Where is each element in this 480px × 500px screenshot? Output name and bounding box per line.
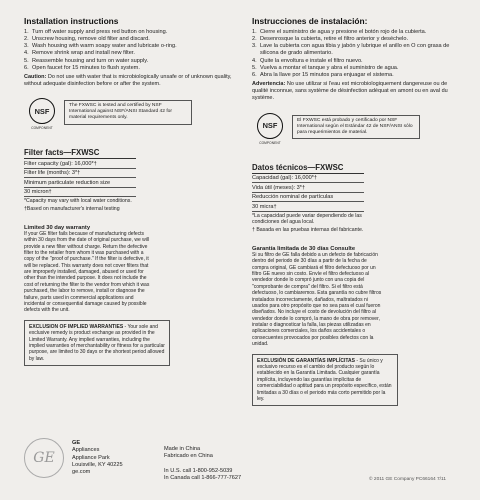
spanish-column (252, 16, 460, 406)
filter-fact-row: Reducción nominal de partículas (252, 193, 364, 203)
copyright: © 2011 GE Company PC66164 7/11 (369, 477, 446, 482)
step-item: 5. Vuelva a montar el tanque y abra el suministro de agua. (252, 64, 399, 71)
warranty-text-es: Si su filtro de GE falla debido a un defecto de fabricación dentro del periodo de 30 días a partir de la fecha de compra original, GE cambiará el filtro defectuoso por un filtro GE nuevo sin costo. Envíe el filtro defectuoso al vendedor donde lo compró junto con una copia del "comprobante de compra" del filtro. Si el filtro está defectuoso, lo cambiaremos. Esta garantía no cubre filtros instalados incorrectamente, dañados, maltratados ni usados para otro propósito que no sea para el cual fueron diseñados. No incluye el costo de devolución del filtro al vendedor donde lo compró, la mano de obra por remover, instalar o diagnosticar la falla, las piezas utilizadas en aplicaciones comerciales, los daños accidentales o consecuentes provocados por posibles defectos con la unidad. (252, 251, 382, 348)
step-item: 6. Open faucet for 15 minutes to flush system. (24, 64, 140, 71)
implied-warranty-exclusion: EXCLUSION OF IMPLIED WARRANTIES - Your sole and exclusive remedy is product exchange as provided in the Limited Warranty. Any implied warranties, including the implied warranties of merchantability or fitness for a particular purpose, are limited to 30 days or the shortest period allowed by law. (24, 320, 170, 366)
filter-facts-note: *La capacidad puede variar dependiendo de las condiciones del agua local. (252, 212, 362, 226)
installation-steps-es (252, 29, 460, 79)
filter-fact-row: 30 micron† (24, 188, 136, 198)
filter-facts-note: *Capacity may vary with local water conditions. (24, 198, 132, 205)
made-in: Made in China Fabricado en China (164, 446, 213, 460)
footer (24, 436, 456, 486)
step-item: 3. Wash housing with warm soapy water and lubricate o-ring. (24, 43, 177, 50)
filter-fact-row: 30 micra† (252, 202, 364, 212)
nsf-caption: COMPONENT (31, 126, 53, 131)
filter-facts-title: Filter facts—FXWSC (24, 148, 136, 159)
filter-fact-row: Filter capacity (gal): 16,000*† (24, 159, 136, 169)
step-item: 4. Quite la envoltura e instale el filtro nuevo. (252, 57, 363, 64)
step-item: 1. Cierre el suministro de agua y presione el botón rojo de la cubierta. (252, 29, 427, 35)
filter-fact-row: Minimum particulate reduction size (24, 178, 136, 188)
caution-text-es: Advertencia: No use utilizar si l'eau est microbiologiquement dangereuse ou de qualité inconnue, sans système de désinfection adéquat en amont ou en aval du système. (252, 81, 448, 102)
installation-title: Installation instructions (24, 16, 119, 26)
step-item: 2. Unscrew housing, remove old filter and discard. (24, 36, 150, 43)
nsf-logo-icon: NSF (29, 98, 55, 124)
warranty-title: Limited 30 day warranty (24, 224, 91, 231)
installation-title-es: Instrucciones de instalación: (252, 16, 368, 26)
english-column (24, 16, 232, 366)
nsf-logo-icon: NSF (257, 113, 283, 139)
filter-facts-note: † Basada en las pruebas internas del fabricante. (252, 227, 364, 234)
nsf-statement: The FXWSC is tested and certified by NSF International against NSF/ANSI Standard 42 for material requirements only. (64, 100, 192, 124)
step-item: 6. Abra la llave por 15 minutos para enjuagar el sistema. (252, 71, 394, 78)
company-address: GE Appliances Appliance Park Louisville, KY 40225 ge.com (72, 440, 123, 476)
nsf-certification-es (252, 111, 460, 151)
caution-text: Caution: Do not use with water that is microbiologically unsafe or of unknown quality, without adequate disinfection before or after the system. (24, 73, 232, 88)
installation-steps (24, 29, 232, 72)
step-item: 1. Turn off water supply and press red button on housing. (24, 29, 168, 35)
filter-fact-row: Vida útil (meses): 3*† (252, 183, 364, 193)
filter-fact-row: Filter life (months): 3*† (24, 169, 136, 179)
filter-fact-row: Capacidad (gal): 16,000*† (252, 174, 364, 184)
nsf-certification (24, 96, 232, 136)
step-item: 5. Reassemble housing and turn on water supply. (24, 57, 149, 64)
filter-facts-note: †Based on manufacturer's internal testing (24, 205, 120, 212)
step-item: 2. Desenrosque la cubierta, retire el filtro anterior y deséchelo. (252, 36, 408, 43)
warranty-text: If your GE filter fails because of manufacturing defects within 30 days from the date of original purchase, we will provide a new filter without charge. Return the defective filter to the retailer from whom it was purchased with a copy of the "proof of purchase." If the filter is defective, it will be replaced. This warranty does not cover filters that are improperly installed, damaged, abused or used for other than the intended purpose. It does not include the cost of returning the filter to the vendor from which it was purchased, the labor to remove, install or diagnose the failure, parts used in commercial applications and incidental or consequential damage caused by possible defects with the unit. (24, 230, 150, 314)
nsf-statement-es: El FXWSC está probado y certificado por NSF International según el Estándar 42 de NSF/ANSI sólo para requerimientos de material. (292, 115, 420, 139)
implied-warranty-exclusion-es: EXCLUSIÓN DE GARANTÍAS IMPLÍCITAS - Su único y exclusivo recurso es el cambio del producto según lo establecido en la Garantía Limitada. Cualquier garantía implícita, incluyendo las garantías implícitas de comerciabilidad o aptitud para un propósito específico, están limitadas a 30 días o el periodo más corto permitido por la ley. (252, 354, 398, 407)
nsf-caption: COMPONENT (259, 140, 281, 145)
support-phones: In U.S. call 1-800-952-5039 In Canada call 1-866-777-7627 (164, 468, 242, 482)
step-item: 4. Remove shrink wrap and install new filter. (24, 50, 135, 57)
warranty-title-es: Garantía limitada de 30 días Consulte (252, 245, 356, 252)
step-item: 3. Lave la cubierta con agua tibia y jabón y lubrique el anillo en O con grasa de silicona de grado alimentario. (252, 43, 450, 57)
ge-logo-icon: GE (24, 438, 64, 478)
filter-facts-title-es: Datos técnicos—FXWSC (252, 163, 364, 174)
